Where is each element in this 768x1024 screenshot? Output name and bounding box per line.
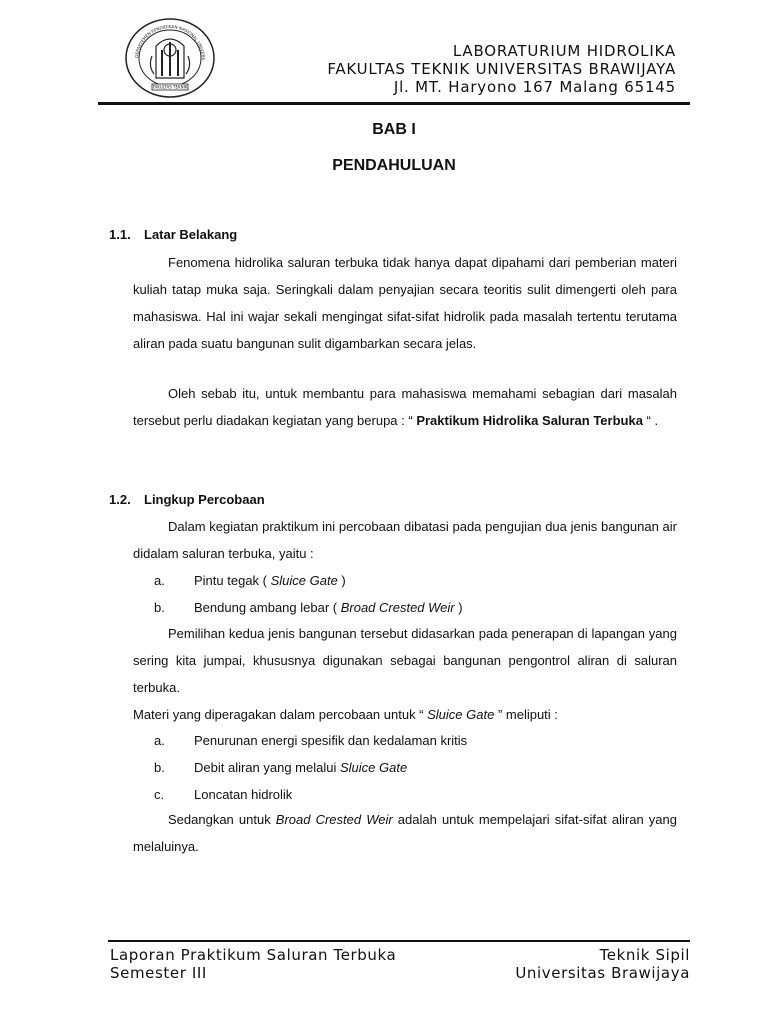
paragraph-scope-3: Sedangkan untuk Broad Crested Weir adalah untuk mempelajari sifat-sifat aliran yang melaluinya. (133, 812, 677, 854)
faculty-name: FAKULTAS TEKNIK UNIVERSITAS BRAWIJAYA (327, 60, 676, 78)
list-item: c. Loncatan hidrolik (154, 787, 293, 802)
university-logo (124, 16, 216, 98)
chapter-title: BAB I (372, 121, 416, 138)
list-item: b. Debit aliran yang melalui Sluice Gate (154, 760, 408, 775)
report-title: Laporan Praktikum Saluran Terbuka (110, 946, 397, 964)
footer-right (515, 946, 690, 982)
footer-left (110, 946, 396, 982)
section-number: 1.2. (109, 492, 131, 507)
practicum-name: Praktikum Hidrolika Saluran Terbuka (416, 413, 643, 428)
list-item: b. Bendung ambang lebar ( Broad Crested Weir ) (154, 600, 463, 615)
chapter-name: PENDAHULUAN (332, 157, 456, 174)
section-title: Latar Belakang (144, 227, 238, 242)
semester: Semester III (110, 964, 207, 982)
materi-line: Materi yang diperagakan dalam percobaan untuk “ Sluice Gate ” meliputi : (133, 707, 558, 722)
address: Jl. MT. Haryono 167 Malang 65145 (393, 78, 676, 96)
department: Teknik Sipil (599, 946, 690, 964)
footer-rule (108, 940, 690, 942)
paragraph-scope-2: Pemilihan kedua jenis bangunan tersebut didasarkan pada penerapan di lapangan yang sering kita jumpai, khususnya digunakan sebagai bangunan pengontrol aliran di saluran terbuka. (133, 626, 677, 695)
section-number: 1.1. (109, 227, 131, 242)
logo-ring-text: DEPARTEMEN PENDIDIKAN NASIONAL UNIVERS (134, 23, 207, 61)
section-heading-1 (109, 227, 237, 242)
paragraph-scope-1: Dalam kegiatan praktikum ini percobaan dibatasi pada pengujian dua jenis bangunan air didalam saluran terbuka, yaitu : (133, 519, 677, 561)
logo-bottom-text: FAKULTAS TEKNIK (152, 84, 188, 90)
paragraph-background-2 (133, 380, 677, 434)
weir-term: Broad Crested Weir (275, 812, 393, 827)
section-title: Lingkup Percobaan (144, 492, 265, 507)
section-heading-2 (109, 492, 265, 507)
letterhead (327, 42, 676, 96)
list-item: a. Penurunan energi spesifik dan kedalaman kritis (154, 733, 468, 748)
lab-name: LABORATURIUM HIDROLIKA (452, 42, 676, 60)
para2-end: “ . (642, 413, 659, 428)
paragraph-background-1: Fenomena hidrolika saluran terbuka tidak hanya dapat dipahami dari pemberian materi kuliah tatap muka saja. Seringkali dalam penyajian secara teoritis sulit dimengerti oleh para mahasiswa. Hal ini wajar sekali mengingat sifat-sifat hidrolik pada masalah tertentu terutama aliran pada suatu bangunan sulit digambarkan secara jelas. (133, 255, 677, 351)
university: Universitas Brawijaya (515, 964, 690, 982)
para2-text: Oleh sebab itu, untuk membantu para mahasiswa memahami sebagian dari masalah tersebut perlu diadakan kegiatan yang berupa : “ (133, 386, 677, 428)
list-item: a. Pintu tegak ( Sluice Gate ) (154, 573, 346, 588)
header-rule (98, 102, 690, 105)
